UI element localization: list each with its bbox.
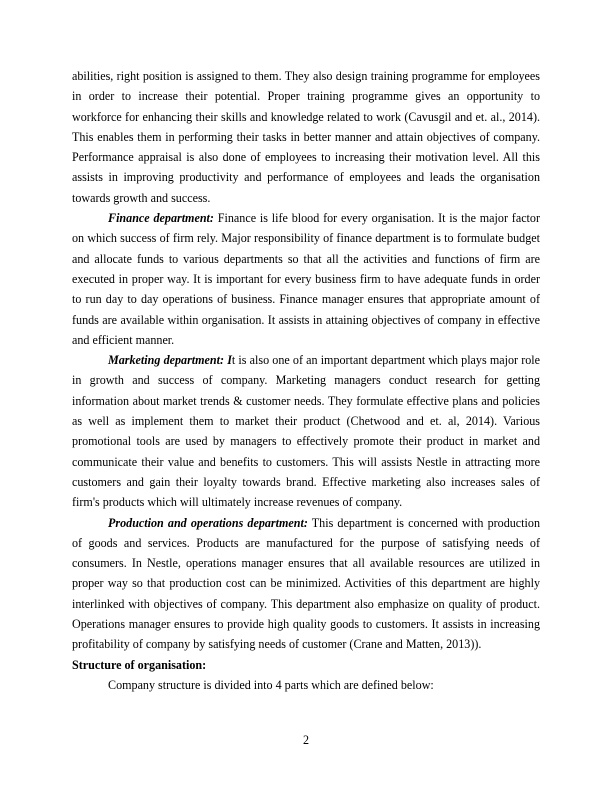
- paragraph-text: t is also one of an important department which plays major role in growth and success of company. Marketing managers conduct research for getting information about market trends & customer needs. They formulate effective plans and policies as well as implement them to market their product (Chetwood and et. al, 2014). Various promotional tools are used by managers to effectively promote their product in market and communicate their value and benefits to customers. This will assists Nestle in attracting more customers and gain their loyalty towards brand. Effective marketing also increases sales of firm's products which will ultimately increase revenues of company.: [72, 353, 540, 510]
- page-number: 2: [302, 733, 310, 747]
- paragraph-text: abilities, right position is assigned to them. They also design training programme for employees in order to increase their potential. Proper training programme gives an opportunity to workforce for enhancing their skills and knowledge related to work (Cavusgil and et. al., 2014). This enables them in performing their tasks in better manner and attain objectives of company. Performance appraisal is also done of employees to increasing their motivation level. All this assists in improving productivity and performance of employees and leads the organisation towards growth and success.: [72, 69, 540, 205]
- paragraph-text: This department is concerned with production of goods and services. Products are manufactured for the purpose of satisfying needs of consumers. In Nestle, operations manager ensures that all available resources are utilized in proper way so that production cost can be minimized. Activities of this department are highly interlinked with objectives of company. This department also emphasize on quality of product. Operations manager ensures to provide high quality goods to customers. It assists in increasing profitability of company by satisfying needs of customer (Crane and Matten, 2013)).: [72, 515, 540, 652]
- paragraph-marketing-department: [72, 350, 540, 512]
- section-heading-structure: Structure of organisation:: [72, 657, 207, 672]
- paragraph-text: Company structure is divided into 4 parts which are defined below:: [108, 677, 434, 692]
- paragraph-structure-intro: [72, 675, 540, 695]
- document-body: [72, 66, 540, 695]
- paragraph-hr-continued: [72, 66, 540, 208]
- paragraph-production-operations-department: [72, 513, 540, 655]
- finance-department-heading: Finance department:: [108, 211, 214, 226]
- marketing-department-heading: Marketing department: I: [108, 353, 232, 368]
- paragraph-finance-department: [72, 208, 540, 350]
- production-operations-heading: Production and operations department:: [108, 515, 308, 530]
- paragraph-text: Finance is life blood for every organisation. It is the major factor on which success of firm rely. Major responsibility of finance department is to formulate budget and allocate funds to various departments so that all the activities and functions of firm are executed in proper way. It is important for every business firm to have adequate funds in order to run day to day operations of business. Finance manager ensures that appropriate amount of funds are available within organisation. It assists in attaining objectives of company in effective and efficient manner.: [72, 211, 540, 347]
